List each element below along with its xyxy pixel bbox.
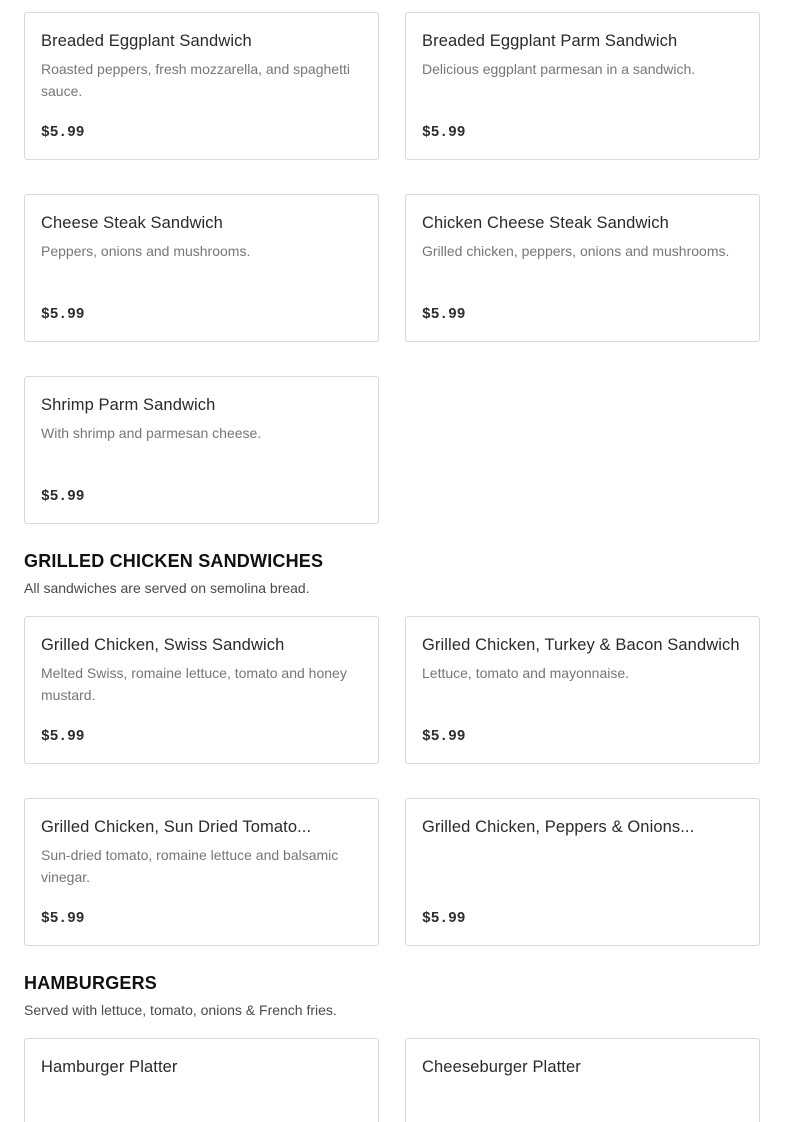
item-price: $5.99 bbox=[41, 307, 85, 323]
item-price: $5.99 bbox=[41, 125, 85, 141]
item-price: $5.99 bbox=[41, 729, 85, 745]
item-price: $5.99 bbox=[422, 911, 466, 927]
item-name: Cheese Steak Sandwich bbox=[41, 214, 223, 232]
menu-item-card[interactable] bbox=[24, 1038, 379, 1122]
menu-item-card[interactable] bbox=[405, 12, 760, 160]
item-price: $5.99 bbox=[41, 489, 85, 505]
item-description: Melted Swiss, romaine lettuce, tomato and honey mustard. bbox=[41, 665, 347, 703]
menu-item-card[interactable] bbox=[24, 616, 379, 764]
item-name: Hamburger Platter bbox=[41, 1058, 178, 1076]
menu-item-card[interactable] bbox=[24, 12, 379, 160]
item-price: $5.99 bbox=[422, 125, 466, 141]
item-name: Grilled Chicken, Swiss Sandwich bbox=[41, 636, 285, 654]
item-description: With shrimp and parmesan cheese. bbox=[41, 425, 262, 441]
item-description: Lettuce, tomato and mayonnaise. bbox=[422, 665, 630, 681]
item-name: Grilled Chicken, Turkey & Bacon Sandwich bbox=[422, 636, 740, 654]
item-price: $5.99 bbox=[422, 729, 466, 745]
section-title: HAMBURGERS bbox=[24, 973, 158, 993]
item-name: Grilled Chicken, Peppers & Onions... bbox=[422, 818, 695, 836]
item-description: Sun-dried tomato, romaine lettuce and balsamic vinegar. bbox=[41, 847, 339, 885]
item-name: Grilled Chicken, Sun Dried Tomato... bbox=[41, 818, 312, 836]
section-title: GRILLED CHICKEN SANDWICHES bbox=[24, 551, 324, 571]
item-name: Cheeseburger Platter bbox=[422, 1058, 581, 1076]
item-price: $5.99 bbox=[422, 307, 466, 323]
item-description: Roasted peppers, fresh mozzarella, and spaghetti sauce. bbox=[41, 61, 350, 99]
section-subtitle: All sandwiches are served on semolina bread. bbox=[24, 580, 310, 596]
menu-item-card[interactable] bbox=[24, 194, 379, 342]
menu-item-card[interactable] bbox=[405, 798, 760, 946]
section-subtitle: Served with lettuce, tomato, onions & French fries. bbox=[24, 1002, 337, 1018]
menu-item-card[interactable] bbox=[405, 616, 760, 764]
item-name: Breaded Eggplant Sandwich bbox=[41, 32, 252, 50]
menu-item-card[interactable] bbox=[405, 194, 760, 342]
menu-item-card[interactable] bbox=[24, 798, 379, 946]
item-name: Chicken Cheese Steak Sandwich bbox=[422, 214, 669, 232]
item-description: Delicious eggplant parmesan in a sandwich. bbox=[422, 61, 696, 77]
menu-item-card[interactable] bbox=[24, 376, 379, 524]
item-name: Breaded Eggplant Parm Sandwich bbox=[422, 32, 678, 50]
item-description: Grilled chicken, peppers, onions and mushrooms. bbox=[422, 243, 730, 259]
menu-item-card[interactable] bbox=[405, 1038, 760, 1122]
item-description: Peppers, onions and mushrooms. bbox=[41, 243, 251, 259]
item-name: Shrimp Parm Sandwich bbox=[41, 396, 216, 414]
item-price: $5.99 bbox=[41, 911, 85, 927]
